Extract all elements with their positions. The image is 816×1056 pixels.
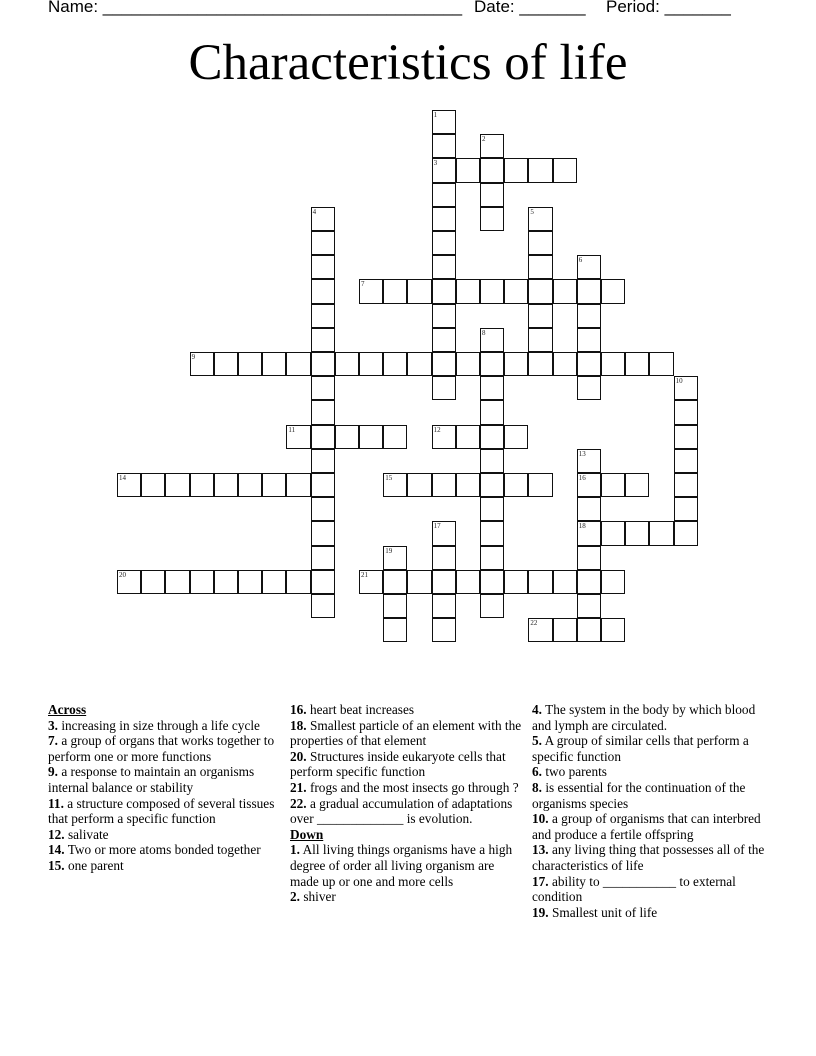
clue-number: 10 <box>675 377 683 386</box>
clue-number: 18 <box>578 522 586 531</box>
crossword-cell[interactable] <box>262 352 286 376</box>
clue-number: 1 <box>433 111 438 119</box>
down-clue <box>532 733 767 764</box>
clue-text: The system in the body by which blood and lymph are circulated. <box>532 702 756 733</box>
crossword-cell[interactable] <box>311 304 335 328</box>
clue-num: 10. <box>532 811 549 827</box>
crossword-cell[interactable] <box>480 521 504 545</box>
crossword-cell[interactable] <box>504 473 528 497</box>
across-clue <box>290 796 525 827</box>
crossword-cell[interactable] <box>432 231 456 255</box>
clue-number: 9 <box>191 353 196 361</box>
clue-number: 12 <box>433 425 441 434</box>
crossword-cell[interactable] <box>504 352 528 376</box>
clue-number: 21 <box>361 570 368 579</box>
crossword-cell[interactable] <box>311 497 335 521</box>
crossword-cell[interactable] <box>311 521 335 545</box>
crossword-cell[interactable] <box>577 352 601 376</box>
crossword-cell[interactable] <box>383 425 407 449</box>
clue-text: frogs and the most insects go through ? <box>309 779 519 795</box>
crossword-cell[interactable] <box>456 279 480 303</box>
crossword-cell[interactable] <box>359 425 383 449</box>
crossword-cell[interactable] <box>674 400 698 424</box>
crossword-cell[interactable] <box>407 473 431 497</box>
clue-num: 17. <box>532 873 549 889</box>
crossword-cell[interactable] <box>262 473 286 497</box>
down-heading: Down <box>290 826 324 842</box>
clue-text: Smallest unit of life <box>551 904 658 920</box>
clue-num: 12. <box>48 826 65 842</box>
crossword-cell[interactable] <box>601 352 625 376</box>
crossword-cell[interactable] <box>165 570 189 594</box>
crossword-cell[interactable] <box>674 521 698 545</box>
crossword-cell[interactable] <box>383 473 407 497</box>
crossword-cell[interactable] <box>286 352 310 376</box>
crossword-cell[interactable] <box>432 110 456 134</box>
clue-text: a response to maintain an organisms internal balance or stability <box>48 764 255 795</box>
across-heading: Across <box>48 702 87 717</box>
crossword-cell[interactable] <box>432 134 456 158</box>
crossword-cell[interactable] <box>214 352 238 376</box>
clue-num: 11. <box>48 795 64 811</box>
crossword-cell[interactable] <box>311 231 335 255</box>
crossword-cell[interactable] <box>117 570 141 594</box>
crossword-cell[interactable] <box>311 449 335 473</box>
across-clue <box>290 749 525 780</box>
down-clue <box>532 905 767 921</box>
crossword-cell[interactable] <box>432 352 456 376</box>
clue-num: 1. <box>290 842 300 858</box>
crossword-cell[interactable] <box>238 473 262 497</box>
crossword-cell[interactable] <box>432 304 456 328</box>
period-field[interactable]: Period: _______ <box>606 0 731 16</box>
clue-num: 20. <box>290 748 307 764</box>
crossword-cell[interactable] <box>407 279 431 303</box>
crossword-cell[interactable] <box>311 594 335 618</box>
crossword-cell[interactable] <box>528 158 552 182</box>
crossword-cell[interactable] <box>311 376 335 400</box>
crossword-cell[interactable] <box>286 570 310 594</box>
crossword-cell[interactable] <box>504 425 528 449</box>
crossword-cell[interactable] <box>528 279 552 303</box>
name-field[interactable]: Name: ______________________________________ <box>48 0 463 16</box>
clue-text: All living things organisms have a high degree of order all living organism are made up or one and more cells <box>290 842 513 889</box>
clue-text: one parent <box>67 857 124 873</box>
crossword-cell[interactable] <box>359 279 383 303</box>
crossword-cell[interactable] <box>504 158 528 182</box>
crossword-cell[interactable] <box>480 449 504 473</box>
crossword-cell[interactable] <box>311 207 335 231</box>
crossword-cell[interactable] <box>577 473 601 497</box>
crossword-cell[interactable] <box>456 473 480 497</box>
across-clue <box>48 796 283 827</box>
crossword-cell[interactable] <box>601 521 625 545</box>
crossword-cell[interactable] <box>432 473 456 497</box>
crossword-cell[interactable] <box>359 570 383 594</box>
clue-number: 17 <box>433 522 441 531</box>
clue-text: Structures inside eukaryote cells that perform specific function <box>290 748 506 780</box>
crossword-cell[interactable] <box>432 376 456 400</box>
crossword-cell[interactable] <box>674 497 698 521</box>
clue-num: 15. <box>48 857 65 873</box>
crossword-cell[interactable] <box>528 328 552 352</box>
crossword-cell[interactable] <box>432 158 456 182</box>
clue-number: 22 <box>530 619 538 628</box>
crossword-cell[interactable] <box>553 352 577 376</box>
down-clue <box>532 764 767 780</box>
crossword-cell[interactable] <box>528 207 552 231</box>
crossword-cell[interactable] <box>432 521 456 545</box>
crossword-cell[interactable] <box>432 183 456 207</box>
crossword-cell[interactable] <box>190 570 214 594</box>
crossword-cell[interactable] <box>311 400 335 424</box>
clue-text: increasing in size through a life cycle <box>61 717 260 733</box>
crossword-cell[interactable] <box>311 425 335 449</box>
clue-num: 9. <box>48 764 58 780</box>
clue-text: a gradual accumulation of adaptations over _____________ is evolution. <box>290 795 513 827</box>
crossword-cell[interactable] <box>625 352 649 376</box>
clue-num: 5. <box>532 733 542 749</box>
across-clue <box>48 827 283 843</box>
crossword-cell[interactable] <box>577 546 601 570</box>
crossword-cell[interactable] <box>383 279 407 303</box>
clues-column-1 <box>48 702 283 874</box>
crossword-cell[interactable] <box>674 449 698 473</box>
crossword-cell[interactable] <box>407 352 431 376</box>
crossword-cell[interactable] <box>674 473 698 497</box>
crossword-cell[interactable] <box>311 546 335 570</box>
crossword-cell[interactable] <box>480 183 504 207</box>
crossword-cell[interactable] <box>383 618 407 642</box>
crossword-cell[interactable] <box>577 279 601 303</box>
crossword-cell[interactable] <box>480 594 504 618</box>
crossword-cell[interactable] <box>528 231 552 255</box>
crossword-cell[interactable] <box>432 546 456 570</box>
crossword-cell[interactable] <box>553 279 577 303</box>
clue-number: 6 <box>578 256 583 265</box>
crossword-cell[interactable] <box>311 352 335 376</box>
crossword-cell[interactable] <box>432 618 456 642</box>
crossword-cell[interactable] <box>286 425 310 449</box>
crossword-cell[interactable] <box>577 255 601 279</box>
clue-text: Two or more atoms bonded together <box>67 842 261 858</box>
crossword-cell[interactable] <box>432 425 456 449</box>
crossword-cell[interactable] <box>553 158 577 182</box>
crossword-cell[interactable] <box>528 352 552 376</box>
crossword-cell[interactable] <box>456 352 480 376</box>
crossword-cell[interactable] <box>577 618 601 642</box>
crossword-cell[interactable] <box>577 570 601 594</box>
crossword-cell[interactable] <box>214 570 238 594</box>
crossword-cell[interactable] <box>674 425 698 449</box>
crossword-cell[interactable] <box>504 279 528 303</box>
across-clue <box>48 764 283 795</box>
across-clue <box>290 718 525 749</box>
crossword-cell[interactable] <box>601 279 625 303</box>
crossword-cell[interactable] <box>480 158 504 182</box>
clue-text: a group of organs that works together to perform one or more functions <box>48 733 275 764</box>
clue-text: is essential for the continuation of the organisms species <box>532 779 746 811</box>
crossword-cell[interactable] <box>480 473 504 497</box>
clue-number: 2 <box>482 135 486 144</box>
clue-text: ability to ___________ to external condition <box>532 873 736 905</box>
down-clue <box>532 780 767 811</box>
crossword-cell[interactable] <box>577 497 601 521</box>
across-clue <box>48 858 283 874</box>
clue-num: 14. <box>48 842 65 858</box>
crossword-cell[interactable] <box>480 279 504 303</box>
crossword-cell[interactable] <box>432 594 456 618</box>
crossword-cell[interactable] <box>480 376 504 400</box>
clue-text: two parents <box>545 764 607 780</box>
crossword-cell[interactable] <box>117 473 141 497</box>
clue-text: Smallest particle of an element with the properties of that element <box>290 717 522 749</box>
crossword-cell[interactable] <box>432 328 456 352</box>
crossword-cell[interactable] <box>528 473 552 497</box>
crossword-cell[interactable] <box>577 376 601 400</box>
clue-number: 16 <box>578 474 586 482</box>
crossword-cell[interactable] <box>190 352 214 376</box>
crossword-cell[interactable] <box>238 352 262 376</box>
page-title: Characteristics of life <box>188 35 628 91</box>
crossword-cell[interactable] <box>311 255 335 279</box>
clue-text: heart beat increases <box>309 702 415 717</box>
crossword-cell[interactable] <box>311 570 335 594</box>
clue-num: 19. <box>532 904 549 920</box>
crossword-cell[interactable] <box>432 255 456 279</box>
crossword-cell[interactable] <box>577 304 601 328</box>
crossword-cell[interactable] <box>286 473 310 497</box>
across-clue <box>48 718 283 734</box>
crossword-cell[interactable] <box>359 352 383 376</box>
clue-number: 13 <box>578 449 586 458</box>
crossword-cell[interactable] <box>311 473 335 497</box>
clue-text: a structure composed of several tissues that perform a specific function <box>48 795 275 827</box>
clue-text: A group of similar cells that perform a specific function <box>532 733 749 764</box>
crossword-cell[interactable] <box>480 328 504 352</box>
crossword-cell[interactable] <box>601 618 625 642</box>
crossword-cell[interactable] <box>238 570 262 594</box>
clue-num: 6. <box>532 764 542 780</box>
crossword-cell[interactable] <box>625 473 649 497</box>
crossword-cell[interactable] <box>480 352 504 376</box>
crossword-cell[interactable] <box>528 618 552 642</box>
clue-number: 20 <box>119 570 126 579</box>
crossword-cell[interactable] <box>553 618 577 642</box>
crossword-cell[interactable] <box>335 352 359 376</box>
crossword-cell[interactable] <box>528 570 552 594</box>
crossword-cell[interactable] <box>528 255 552 279</box>
crossword-cell[interactable] <box>577 328 601 352</box>
crossword-cell[interactable] <box>528 304 552 328</box>
crossword-cell[interactable] <box>553 570 577 594</box>
crossword-cell[interactable] <box>141 473 165 497</box>
crossword-cell[interactable] <box>577 521 601 545</box>
clue-number: 19 <box>385 546 393 555</box>
crossword-cell[interactable] <box>456 158 480 182</box>
crossword-cell[interactable] <box>214 473 238 497</box>
down-clue <box>532 702 767 733</box>
crossword-cell[interactable] <box>480 134 504 158</box>
crossword-cell[interactable] <box>432 207 456 231</box>
down-clue <box>532 842 767 873</box>
crossword-cell[interactable] <box>649 521 673 545</box>
clue-num: 21. <box>290 779 307 795</box>
clue-num: 2. <box>290 889 300 905</box>
across-clue <box>290 702 525 718</box>
crossword-cell[interactable] <box>601 570 625 594</box>
down-clue <box>290 889 525 905</box>
crossword-cell[interactable] <box>383 594 407 618</box>
clue-text: any living thing that possesses all of the characteristics of life <box>532 842 765 873</box>
clue-num: 13. <box>532 842 549 858</box>
crossword-cell[interactable] <box>456 570 480 594</box>
crossword-cell[interactable] <box>480 570 504 594</box>
crossword-cell[interactable] <box>432 279 456 303</box>
clue-num: 4. <box>532 702 542 717</box>
clue-num: 3. <box>48 717 58 733</box>
crossword-cell[interactable] <box>577 594 601 618</box>
clue-text: a group of organisms that can interbred and produce a fertile offspring <box>532 811 761 842</box>
clue-number: 3 <box>433 159 438 168</box>
crossword-cell[interactable] <box>335 425 359 449</box>
crossword-cell[interactable] <box>674 376 698 400</box>
crossword-cell[interactable] <box>601 473 625 497</box>
crossword-cell[interactable] <box>311 328 335 352</box>
crossword-cell[interactable] <box>190 473 214 497</box>
crossword-cell[interactable] <box>383 546 407 570</box>
clues-column-2 <box>290 702 525 905</box>
crossword-cell[interactable] <box>480 400 504 424</box>
clue-num: 7. <box>48 733 58 749</box>
clue-num: 16. <box>290 702 307 717</box>
across-clue <box>48 733 283 764</box>
across-clue <box>48 842 283 858</box>
clue-text: salivate <box>67 826 109 842</box>
down-clue <box>532 811 767 842</box>
crossword-cell[interactable] <box>165 473 189 497</box>
crossword-cell[interactable] <box>577 449 601 473</box>
clue-number: 11 <box>288 425 296 434</box>
crossword-cell[interactable] <box>480 425 504 449</box>
clue-num: 22. <box>290 795 307 811</box>
crossword-cell[interactable] <box>649 352 673 376</box>
down-clue <box>532 874 767 905</box>
crossword-cell[interactable] <box>456 425 480 449</box>
crossword-cell[interactable] <box>432 570 456 594</box>
clues-column-3 <box>532 702 767 920</box>
crossword-cell[interactable] <box>407 570 431 594</box>
crossword-cell[interactable] <box>480 546 504 570</box>
clue-num: 18. <box>290 717 307 733</box>
clue-number: 5 <box>530 207 534 216</box>
crossword-cell[interactable] <box>262 570 286 594</box>
crossword-cell[interactable] <box>141 570 165 594</box>
crossword-cell[interactable] <box>311 279 335 303</box>
clue-number: 7 <box>361 280 365 289</box>
clue-number: 15 <box>385 474 393 482</box>
down-clue <box>290 842 525 889</box>
clue-number: 8 <box>482 328 486 337</box>
clue-text: shiver <box>303 889 336 905</box>
clue-num: 8. <box>532 779 542 795</box>
clue-number: 14 <box>119 474 126 482</box>
crossword-cell[interactable] <box>625 521 649 545</box>
crossword-cell[interactable] <box>480 207 504 231</box>
date-field[interactable]: Date: _______ <box>474 0 586 16</box>
crossword-cell[interactable] <box>383 352 407 376</box>
crossword-cell[interactable] <box>480 497 504 521</box>
crossword-cell[interactable] <box>383 570 407 594</box>
clue-number: 4 <box>312 207 317 216</box>
across-clue <box>290 780 525 796</box>
crossword-cell[interactable] <box>504 570 528 594</box>
